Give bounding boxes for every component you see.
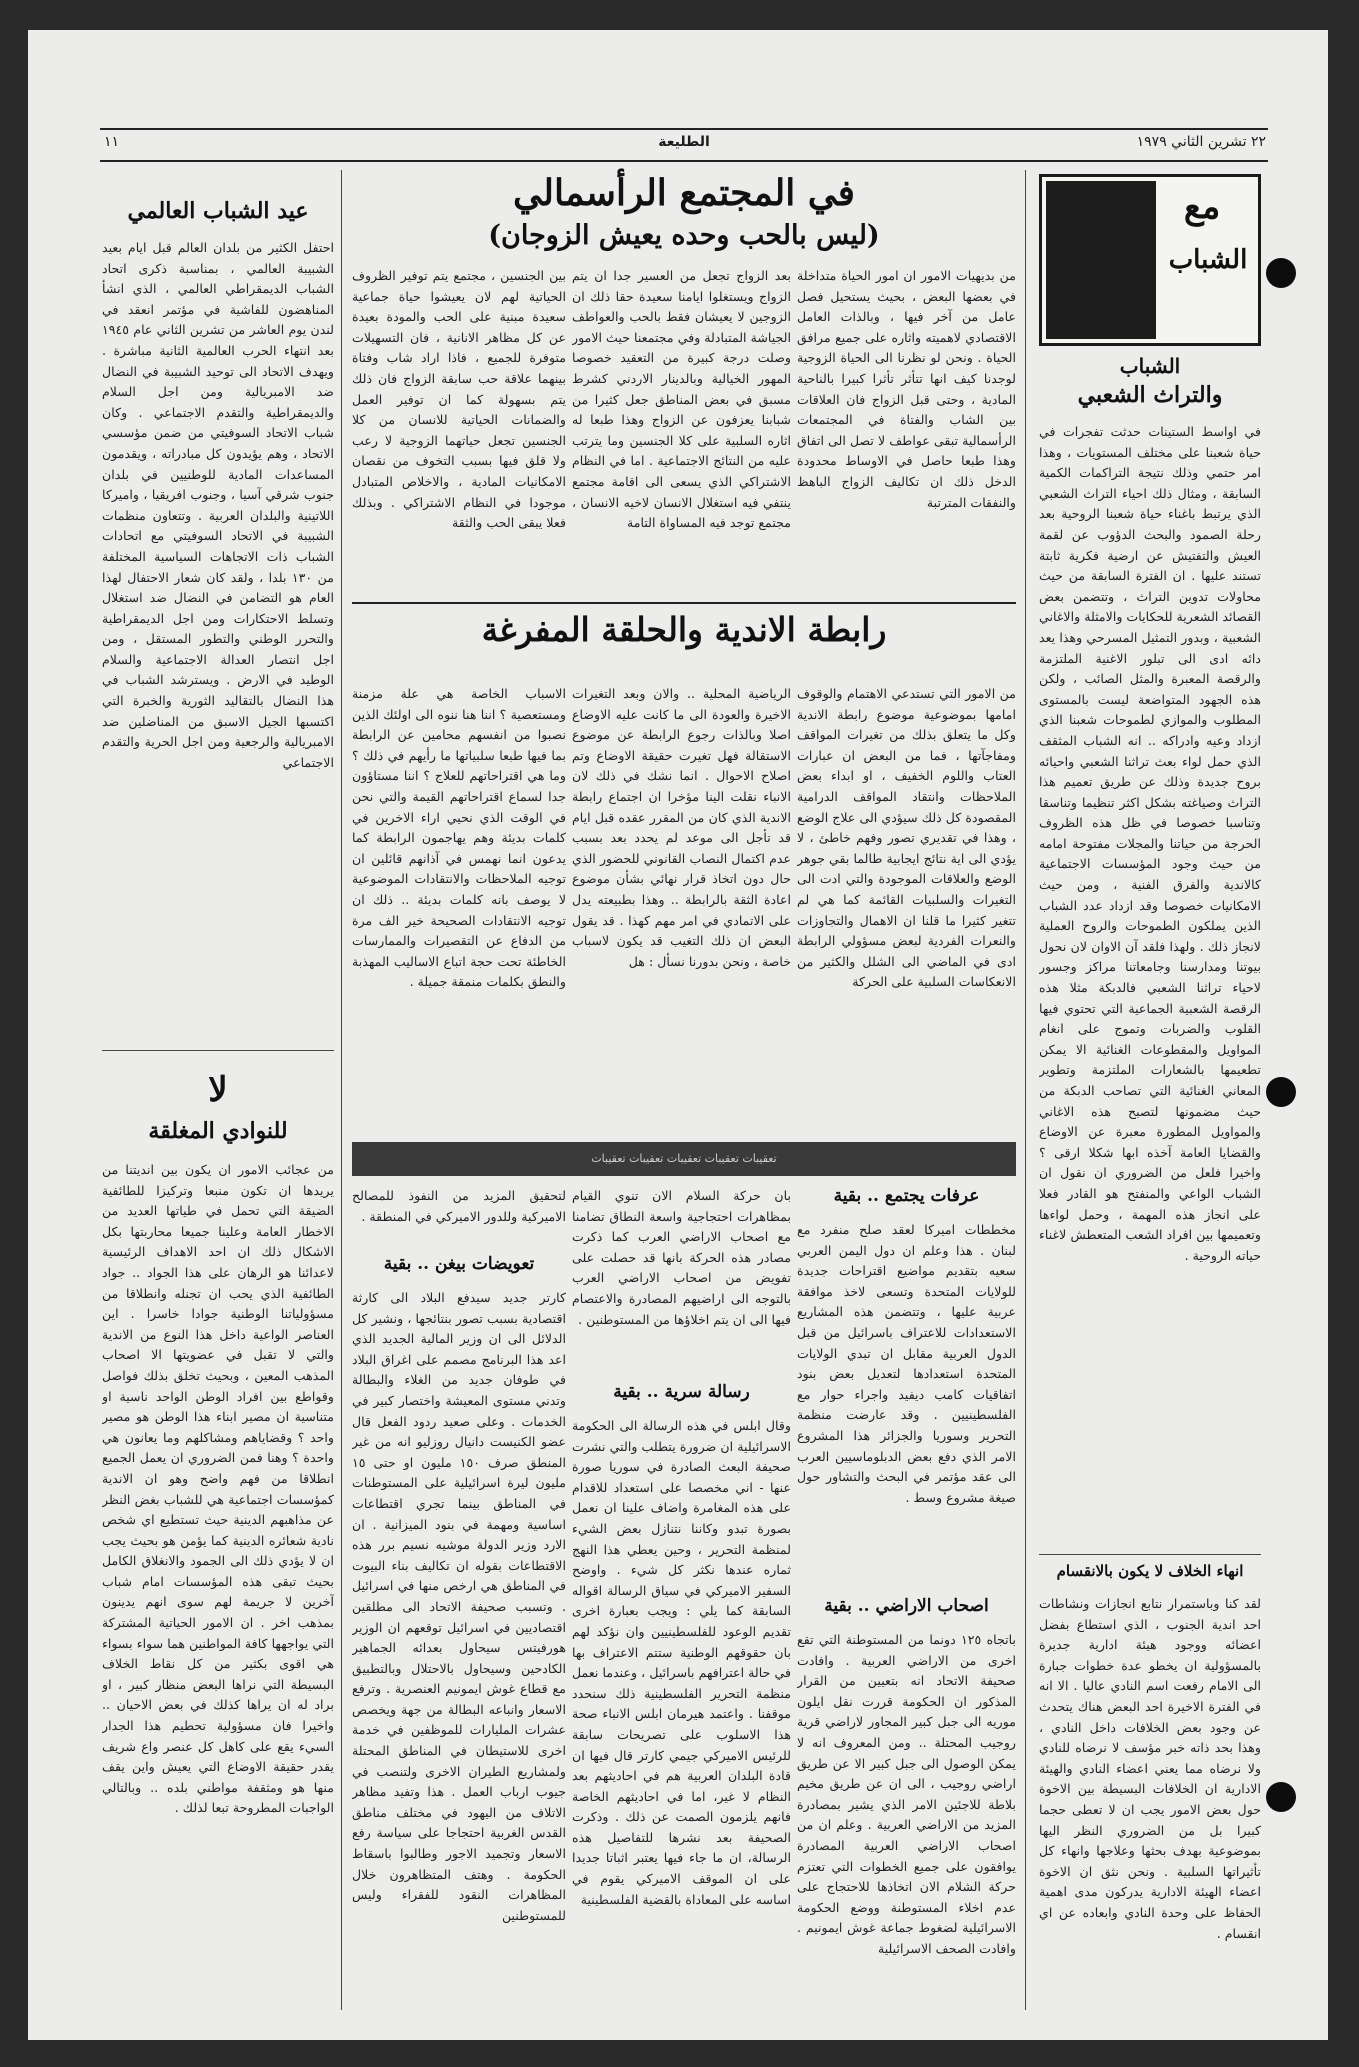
- landowners-followup-text: باتجاه ١٢٥ دونما من المستوطنة التي تقع اخرى من الاراضي العربية . وافادت صحيفة الاتحاد انه بتعيين من القرار المذكور ان الحكومة قررت نقل ايلون موريه الى جبل كبير المجاور لاراضي قرية روجيب المحتلة .. ومن المعروف انه لا يمكن الوصول الى جبل كبير الا عن طريق اراضي روجيب ، الى ان عن طريق مخيم بلاطة للاجئين الامر الذي يشير بمصادرة المزيد من الاراضي العربية . وعلم ان من اصحاب الاراضي العربية المصادرة يوافقون على جميع الخطوات التي تعتزم حركة الشلام الان اتخاذها للاحتجاج على عدم اخلاء المستوطنة ووضع الحكومة الاسرائيلية لضغوط جماعة غوش ايمونيم . وافادت الصحف الاسرائيلية: [797, 1632, 1016, 1956]
- box-word-youth: الشباب: [1168, 245, 1248, 275]
- american-influence-text: لتحقيق المزيد من النفوذ للمصالح الاميركية وللدور الاميركي في المنطقة .: [352, 1188, 566, 1224]
- secret-letter-followup-text: وقال ابلس في هذه الرسالة الى الحكومة الاسرائيلية ان ضرورة يتطلب والتي نشرت صحيفة البعث الصادرة في سوريا صورة عنها - اني مخصصا على استعداد للاقدام على هذه المغامرة واضاف علينا ان نعمل بصورة تبدو وكاننا نتنازل بعض الشيء لمنظمة التحرير ، وحين يعطي هذا النهج ثماره عندها نكثر كل شيء . واوضح السفير الاميركي في سياق الرسالة اقواله السابقة كما يلي : ويجب بعبارة اخرى تقديم الوعود للفلسطينيين وان نؤكد لهم بان حقوقهم الوطنية ستتم الاعتراف بها في حالة اعترافهم باسرائيل ، وعندما نعمل منظمة التحرير الفلسطينية ذلك سنحدد موقفنا . واعتمد هيرمان ابلس الانباء صحة هذا الاسلوب على تصريحات سابقة للرئيس الاميركي جيمي كارتر قال فيها ان قادة البلدان العربية هم في احاديثهم بعد النظام لا غير، اما في احاديثهم الخاصة فانهم يلزمون الصمت عن ذلك . وذكرت الصحيفة بعد نشرها للتفاصيل هذه الرسالة، ان ما جاء فيها يعتبر اثباتا جديدا على ان الموقف الاميركي يقوم في اساسه على المعاداة بالقضية الفلسطينية: [572, 1418, 791, 1907]
- capitalist-column-1: من بديهيات الامور ان امور الحياة متداخلة في بعضها البعض ، بحيث يستحيل فصل عامل من آخر فيها ، وبالذات العامل الاقتصادي لاهميته واثاره على جميع مرافق الحياة . ونحن لو نظرنا الى الحياة الزوجية لوجدنا كيف انها تتأثر تأثرا كبيرا بالناحية المادية ، وحتى قبل الزواج فان العلاقات بين الشاب والفتاة في المجتمعات الرأسمالية تبقى عواطف لا تصل الى اتفاق وهذا طبعا حاصل في الاوساط محدودة الدخل ذلك ان تكاليف الزواج الباهظ والنفقات المترتبة: [797, 268, 1016, 510]
- landowners-followup-title: اصحاب الاراضي .. بقية: [824, 1596, 989, 1616]
- arafat-followup-title: عرفات يجتمع .. بقية: [833, 1186, 980, 1206]
- heritage-article-text: في اواسط الستينات حدثت تفجرات في حياة شعبنا على مختلف المستويات ، وهذا امر حتمي وذلك نتيجة التراكمات الكمية السابقة ، ومثال ذلك احياء التراث الشعبي الذي يرتبط باغناء حياة شعبنا الروحية بعد رحلة الصمود والبحث الدؤوب عن لقمة العيش والتفتيش عن ارضية فكرية ثابتة تستند عليها . ان الفترة السابقة من حيث محاولات تدوين التراث ، وتتضمن بعض القصائد الشعرية للحكايات والامثلة والاغاني الشعبية ، وبدور التمثيل المسرحي وهذا يعد دائه ادى الى تبلور الاغنية الملتزمة والرقصة المعبرة والمثل الصائب ، ولكن هذه الجهود المتواضعة ليست بالمستوى المطلوب والموازي لطموحات شعبنا الذي ازداد وعيه وادراكه .. انه الشباب المثقف الذي حمل لواء بعث تراثنا الشعبي واحيائه بروح جديدة وذلك عن طريق تعميم هذا التراث وصياغته بشكل اكثر تنظيما وتناسقا وتناسبا خصوصا في ظل هذه الظروف الحرجة من حياتنا والمجلات مفتوحة امامه من حيث وجود المؤسسات الاجتماعية كالاندية والفرق الفنية ، ومن حيث الامكانيات خصوصا وقد ازداد عدد الشباب الذين يملكون الطموحات والروح العملية لانجاز ذلك . ولهذا فلقد آن الاوان لان نحول بيوتنا ومدارسنا وجامعاتنا مراكز وجسور لاحياء تراثنا الشعبي فالدبكة مثلا هذه الرقصة الشعبية الجماعية التي تحتوي فيها القلوب والضربات وتموج على انغام المواويل والمقطوعات الغنائية الا يمكن تطعيمها بالشعارات الملتزمة وتطوير المعاني الغنائية التي تصاحب الدبكة من حيث مضمونها لتصبح هذه الاغاني والمواويل المطورة معبرة عن الاوضاع والقضايا العامة آخذه ابها شكلا ارقى ؟ واخيرا فلعل من الضروري ان نقول ان الشباب الواعي والمنفتح هو القادر فعلا على انجاز هذه المهمة ، وحمل لواءها وتعميمها بين افراد الشعب المتعطش لاغناء حياته الروحية .: [1039, 424, 1261, 1263]
- clubs-title: رابطة الاندية والحلقة المفرغة: [481, 610, 887, 649]
- begin-compensation-followup-title: تعويضات بيغن .. بقية: [383, 1254, 535, 1274]
- division-title: انهاء الخلاف لا يكون بالانقسام: [1056, 1562, 1244, 1580]
- newspaper-sheet: [28, 30, 1328, 2040]
- division-article-text: لقد كنا وباستمرار نتابع انجازات ونشاطات احد اندية الجنوب ، الذي استطاع بفضل اعضائه ووجود هيئة ادارية جديرة بالمسؤولية ان يخطو عدة خطوات جبارة الى الامام رفعت اسم النادي عاليا . الا انه في الفترة الاخيرة احد البعض هناك يتحدث عن وجود بعض الخلافات داخل النادي ، وهذا بحد ذاته خبر مؤسف لا نرضاه للنادي ولا نرضاه مما يعني اعضاء النادي والهيئة الادارية ان الخلافات البسيطة بين الاخوة حول بعض الامور يجب ان لا تعطى حجما كبيرا بل من الضروري النظر اليها بموضوعية بهدف بحثها وعلاجها وانهاء كل تأثيراتها السلبية . ونحن نثق ان الاخوة اعضاء الهيئة الادارية يدركون مدى اهمية الحفاظ على وحدة النادي وابعاده عن اي انقسام .: [1039, 1596, 1261, 1941]
- page-number: ١١: [104, 134, 120, 150]
- column-divider: [341, 170, 342, 2010]
- capitalist-subtitle: (ليس بالحب وحده يعيش الزوجان): [488, 220, 880, 251]
- heritage-title-line1: الشباب: [1119, 354, 1181, 378]
- closed-clubs-article-text: من عجائب الامور ان يكون بين انديتنا من يريدها ان تكون منبعا وتركيزا للطائفية الضيقة التي تحمل في طياتها العديد من الاخطار العامة وعلينا جميعا محاربتها بكل الاشكال ذلك ان احد الاهداف الرئيسية لاعدائنا هو الرهان على هذا الجواد .. جواد الطائفية الذي يحب ان تجنله وانطلاقا من مسؤولياتنا الوطنية جوادا خاسرا . اين العناصر الواعية داخل هذا النوع من الاندية والتي لا تقبل في عضويتها الا اصحاب المذهب المعين ، وبحيث تخلق بذلك فواصل وقواطع بين افراد الوطن الواحد ناسية او متناسية ان مصير ابناء هذا الوطن هو مصير واحد ؟ وقضاياهم ومشاكلهم وما يعانون هي واحدة ؟ وهنا فمن الضروري ان يعمل الجميع انطلاقا من فهم واضح وهو ان الاندية كمؤسسات اجتماعية هي للشباب بغض النظر عن مذاهبهم الدينية حيث تستطيع اي شخص نادية شعائره الدينية كما يؤمن هو بحيث يجب ان لا يؤدي ذلك الى الجمود والانغلاق الكامل بحيث تبقى هذه المؤسسات امام شباب آخرين لا جريمة لهم سوى انهم يدينون بمذهب اخر . ان الامور الحياتية المشتركة التي يواجهها كافة المواطنين هما سواء بسواء هي اقوى بكثير من كل نقاط الخلاف البسيطة التي نراها البعض منظار كبير ، او براد له ان يراها كذلك في بعض الاحيان .. واخيرا فان مسؤولية تحطيم هذا الجدار السيء يقع على كاهل كل عنصر واع شريف يقدر حقيقة الاوضاع التي يعيش واين يقف منها هو ومثقفة مواطني بلده .. وبالتالي الواجبات المطروحة تبعا لذلك .: [102, 1162, 334, 1816]
- section-rule: [352, 602, 1016, 604]
- youth-section-box: [1039, 174, 1261, 346]
- section-rule: [1039, 1554, 1261, 1555]
- clubs-column-3: الاسباب الخاصة هي علة مزمنة ومستعصية ؟ اننا هنا ننوه الى اولئك الذين نصبوا من انفسهم محامين عن الرابطة بما فيها طبعا سلبياتها ما رأيهم في ذلك ؟ وما هي اقتراحاتهم للعلاج ؟ اننا مستاؤون جدا لسماع اقتراحاتهم القيمة والتي نحن في الوقت الذي نحيي اراء الاخرين في كلمات بديئة وهم يهاجمون الرابطة كما يدعون انما نهمس في آذانهم قائلين ان توجيه الملاحظات والانتقادات الموضوعية لا يوصف بانه كلمات بديئة .. ذلك ان توجيه الانتقادات الصحيحة خير الف مرة من الدفاع عن التقصيرات والممارسات الخاطئة تحت حجة اتباع الاساليب المهذبة والنطق بكلمات منمقة جميلة .: [352, 686, 566, 990]
- secret-letter-followup-title: رسالة سرية .. بقية: [613, 1382, 750, 1402]
- binder-hole-top: [1266, 258, 1296, 288]
- clubs-column-2: الرياضية المحلية .. والان وبعد التغيرات الاخيرة والعودة الى ما كانت عليه الاوضاع اصلا وبالذات رجوع الرابطة عن موضوع الاستقالة فهل تغيرت حقيقة الاوضاع وتم اصلاح الاحوال . انما نشك في ذلك لان الانباء نقلت الينا مؤخرا ان اجتماع رابطة الاندية الذي كان من المقرر عقده قبل ايام قد تأجل الى موعد لم يحدد بعد بسبب عدم اكتمال النصاب القانوني للحضور الذي حال دون اتخاذ قرار نهائي بشأن موضوع اعادة الثقة بالرابطة .. وهذا بطبيعته يدل على الاتمادي في امر مهم كهذا . قد يقول البعض ان ذلك التغيب قد يكون لاسباب خاصة ، ونحن بدورنا نسأل : هل: [572, 686, 791, 969]
- heritage-title-line2: والتراث الشعبي: [1077, 382, 1223, 408]
- newspaper-name: الطليعة: [658, 134, 710, 150]
- binder-hole-middle: [1266, 1077, 1296, 1107]
- issue-date: ٢٢ تشرين الثاني ١٩٧٩: [1136, 134, 1266, 150]
- begin-compensation-followup-text: كارتر جديد سيدفع البلاد الى كارثة اقتصادية بسبب تصور بنتائجها ، ونشير كل الدلائل الى ان وزير المالية الجديد الذي اعد هذا البرنامج مصمم على اغراق البلاد في طوفان جديد من الغلاء والبطالة وتدني مستوى المعيشة واختصار كبير في الخدمات . وعلى صعيد ردود الفعل قال عضو الكنيست دانيال روزليو انه من غير المنطق صرف ١٥٠ مليون او حتى ١٥ مليون ليرة اسرائيلية على المستوطنات في المناطق بينما تجري اقتطاعات اساسية ومهمة في بنود الميزانية . ان الارد وزير الدولة موشيه نسيم برر هذه الاقتطاعات بقوله ان تكاليف بناء البيوت في المناطق هي ارخص منها في اسرائيل . وتسبب صحيفة الاتحاد الى مطلقين اقتصاديين في اسرائيل توقعهم ان الوزير هورفيتس سيحاول بعدائه الجماهير الكادحين وسيحاول بالاحتلال وبالتطبيق مع قطاع غوش ايمونيم العنصرية . وترفع الاسعار وانباعه البطالة من جهة ويخصص عشرات المليارات للموظفين في خدمة اخرى للاستيطان في المناطق المحتلة ولمشاريع الطيران الاخرى ولتنصب في جيوب ارباب العمل . هذا وتفيد مظاهر الاتلاف من اليهود في مختلف مناطق القدس الغربية احتجاجا على سياسة رفع الاسعار وتجميد الاجور وطالبوا باسقاط الحكومة . وهتف المتظاهرون خلال المظاهرات النقود للفقراء وليس للمستوطنين: [352, 1290, 566, 1923]
- page-header: [100, 132, 1268, 158]
- section-rule: [102, 1050, 334, 1051]
- capitalist-column-2: بعد الزواج تجعل من العسير جدا ان يتم الزواج ويستغلوا ايامنا سعيدة حقا ذلك ان الزوجين لا يعيشان فقط بالحب والعواطف الجياشة المتبادلة وفي مجتمعنا حيث الامور وصلت درجة كبيرة من التعقيد خصوصا المهور الخيالية وبالدينار الاردني كشرط مسبق في بعض المناطق جعل كثيرا من شبابنا يعزفون عن الزواج وهذا طبعا له اثاره السلبية على كلا الجنسين وما يترتب عليه من النتائج الاجتماعية . اما في النظام الاشتراكي الذي يسعى الى اقامة مجتمع ينتفي فيه استغلال الانسان لاخيه الانسان ، مجتمع توجد فيه المساواة التامة: [572, 268, 791, 531]
- box-dark-panel: [1046, 181, 1156, 339]
- follow-ups-banner: تعقيبات تعقيبات تعقيبات تعقيبات تعقيبات: [352, 1142, 1016, 1176]
- column-divider: [1025, 170, 1026, 2010]
- closed-clubs-title-no: لا: [208, 1070, 228, 1110]
- capitalist-column-3: بين الجنسين ، مجتمع يتم توفير الظروف الحياتية لهم لان يعيشوا حياة جماعية سعيدة مبنية على الحب والمودة بعيدة عن كل مظاهر الانانية ، فان التسهيلات متوفرة للجميع ، فاذا اراد شاب وفتاة بينهما علاقة حب سابقة الزواج فان ذلك يتم بسهولة كما ان توفير العمل والضمانات الحياتية للانسان من كلا الجنسين تجعل حياتهما الزوجية لا رعب ولا قلق فيها بسبب التخوف من نقصان الامكانيات المادية ، والاخلاص المتبادل موجودا في النظام الاشتراكي . وبذلك فعلا يبقى الحب والثقة: [352, 268, 566, 531]
- closed-clubs-title: للنوادي المغلقة: [148, 1118, 288, 1144]
- peace-now-text: بان حركة السلام الان تنوي القيام بمظاهرات احتجاجية واسعة النطاق تضامنا مع اصحاب الاراضي العرب كما ذكرت مصادر هذه الحركة بانها قد حصلت على تفويض من اصحاب الاراضي العرب بالتوجه الى اراضيهم المصادرة والاعتصام فيها الى ان يتم اخلاؤها من المستوطنين .: [572, 1188, 791, 1327]
- binder-hole-bottom: [1266, 1782, 1296, 1812]
- arafat-followup-text: مخططات اميركا لعقد صلح منفرد مع لبنان . هذا وعلم ان دول اليمن العربي سعيه بتقديم مواضيع اقتراحات جديدة للولايات المتحدة وتسعى لاخذ موافقة عربية عليها ، وتتضمن هذه المشاريع الاستعدادات للاعتراف باسرائيل من قبل الدول العربية مقابل ان تبدي الولايات المتحدة استعدادها لتعديل بعض بنود اتفاقيات كامب ديفيد واجراء حوار مع الفلسطينيين . وقد عارضت منظمة التحرير وسوريا والجزائر هذا المشروع الامر الذي دفع بعض الدبلوماسيين العرب الى عقد مؤتمر في البحث والتشاور حول صيغة مشروع وسط .: [797, 1222, 1016, 1505]
- youth-day-article-text: احتفل الكثير من بلدان العالم قبل ايام بعيد الشبيبة العالمي ، بمناسبة ذكرى اتحاد الشباب الديمقراطي العالمي ، الذي انشأ المناهضون للفاشية في مؤتمر انعقد في لندن يوم العاشر من تشرين الثاني عام ١٩٤٥ بعد انتهاء الحرب العالمية الثانية مباشرة . ويهدف الاتحاد الى توحيد الشبيبة في النضال ضد الامبريالية ومن اجل السلام والديمقراطية والتقدم الاجتماعي . وكان شباب الاتحاد السوفيتي من ضمن مؤسسي الاتحاد ، وهم يؤيدون كل مبادراته ، ويقدمون المساعدات المادية للوطنيين في بلدان جنوب شرقي آسيا ، وجنوب افريقيا ، واميركا اللاتينية والبلدان العربية . وتتعاون منظمات الشبيبة في الاتحاد السوفيتي مع اتحادات الشباب ذات الاتجاهات السياسية المختلفة من ١٣٠ بلدا ، ولقد كان شعار الاحتفال لهذا العام هو التضامن في النضال ضد استغلال وتسلط الاحتكارات ومن اجل الديمقراطية والتحرر الوطني والتطور المستقل ، ومن اجل انتصار العدالة الاجتماعية والسلام الوطيد في الارض . ويسترشد الشباب في هذا النضال بالتقاليد الثورية والخبرة التي اكتسبها الجيل الاسبق من المناضلين ضد الامبريالية والرجعية ومن اجل الحرية والتقدم الاجتماعي: [102, 240, 334, 770]
- box-word-with: مع: [1183, 187, 1221, 227]
- newspaper-page: [100, 92, 1268, 2022]
- header-rule-bottom: [100, 160, 1268, 162]
- clubs-column-1: من الامور التي تستدعي الاهتمام والوقوف امامها بموضوعية موضوع رابطة الاندية وكل ما يتعلق بذلك من تغيرات المواقف ومفاجآتها ، فما من البعض ان عبارات العتاب واللوم الخفيف ، او ابداء بعض الملاحظات وانتقاد المواقف الدرامية المقصودة كل ذلك سيؤدي الى علاج الوضع ، وهذا في تقديري تصور وفهم خاطئ ، لا يؤدي الى اية نتائج ايجابية طالما بقي جوهر الوضع والعلاقات الموجودة والتي ادت الى التغيرات والسلبيات القائمة كما هي لم تتغير كثيرا ما قلنا ان الاهمال والتجاوزات والنعرات الفردية لبعض مسؤولي الرابطة ادى في الماضي الى الشلل والكثير من الانعكاسات السلبية على الحركة: [797, 686, 1016, 990]
- youth-day-title: عيد الشباب العالمي: [127, 198, 309, 224]
- header-rule-top: [100, 128, 1268, 130]
- capitalist-title: في المجتمع الرأسمالي: [513, 172, 855, 214]
